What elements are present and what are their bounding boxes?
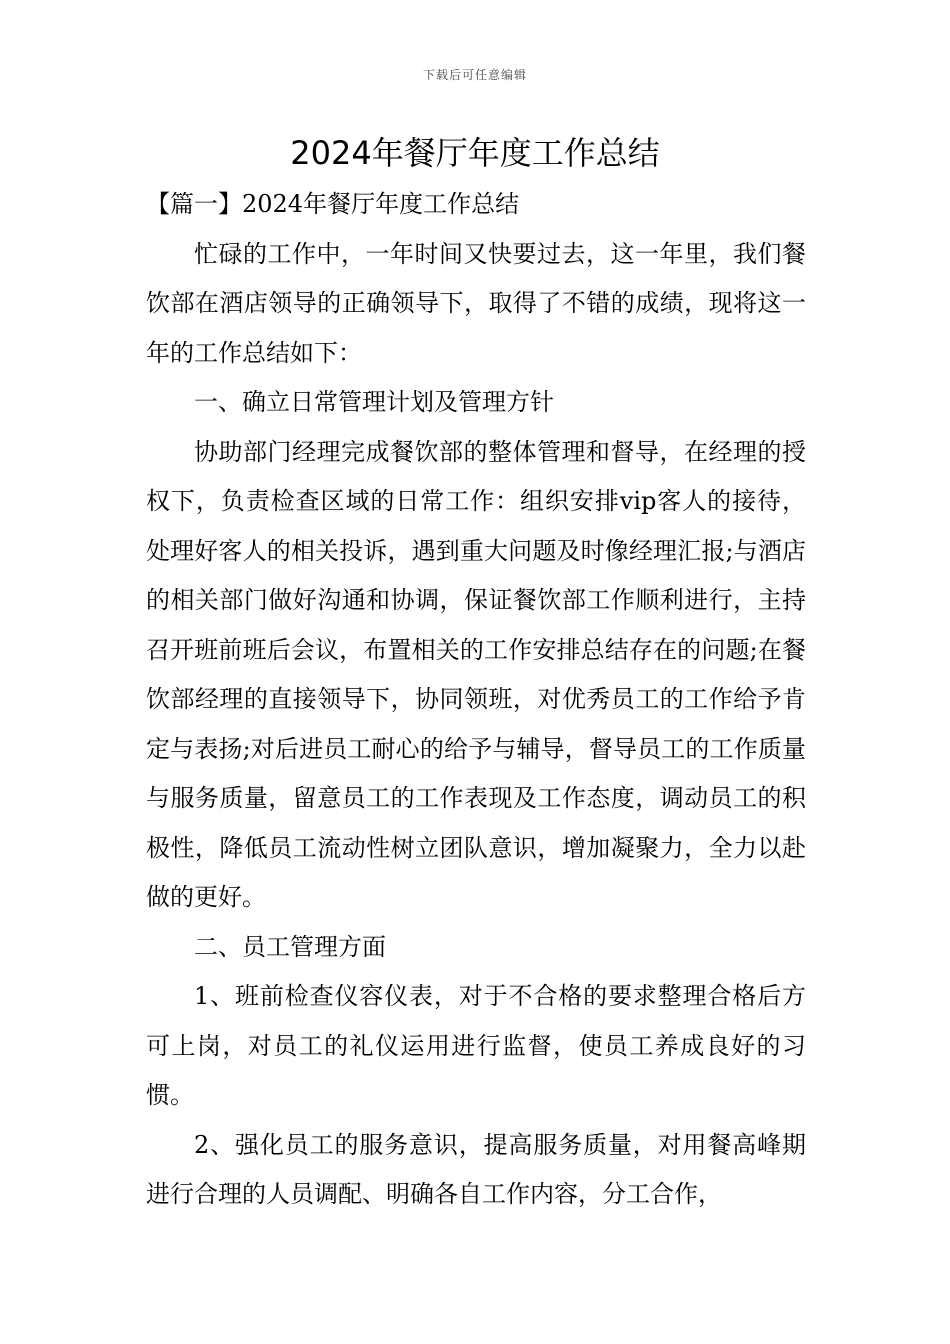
header-note: 下载后可任意编辑 [422,68,527,82]
heading-management-plan: 一、确立日常管理计划及管理方针 [194,388,554,416]
document-title: 2024年餐厅年度工作总结 [290,134,660,172]
paragraph-intro: 忙碌的工作中，一年时间又快要过去，这一年里，我们餐饮部在酒店领导的正确领导下，取得了不错的成绩，现将这一年的工作总结如下： [146,239,806,367]
paragraph-item-2: 2、强化员工的服务意识，提高服务质量，对用餐高峰期进行合理的人员调配、明确各自工作内容，分工合作， [146,1130,806,1208]
paragraph-item-1: 1、班前检查仪容仪表，对于不合格的要求整理合格后方可上岗，对员工的礼仪运用进行监督，使员工养成良好的习惯。 [146,982,806,1109]
document-body [146,180,806,1220]
heading-staff-management: 二、员工管理方面 [194,932,386,961]
paragraph-management-duties: 协助部门经理完成餐饮部的整体管理和督导，在经理的授权下，负责检查区域的日常工作：组织安排vip客人的接待，处理好客人的相关投诉，遇到重大问题及时像经理汇报;与酒店的相关部门做好沟通和协调，保证餐饮部工作顺利进行，主持召开班前班后会议，布置相关的工作安排总结存在的问题;在餐饮部经理的直接领导下，协同领班，对优秀员工的工作给予肯定与表扬;对后进员工耐心的给予与辅导，督导员工的工作质量与服务质量，留意员工的工作表现及工作态度，调动员工的积极性，降低员工流动性树立团队意识，增加凝聚力，全力以赴做的更好。 [146,437,806,911]
section-subtitle: 【篇一】2024年餐厅年度工作总结 [146,190,520,218]
